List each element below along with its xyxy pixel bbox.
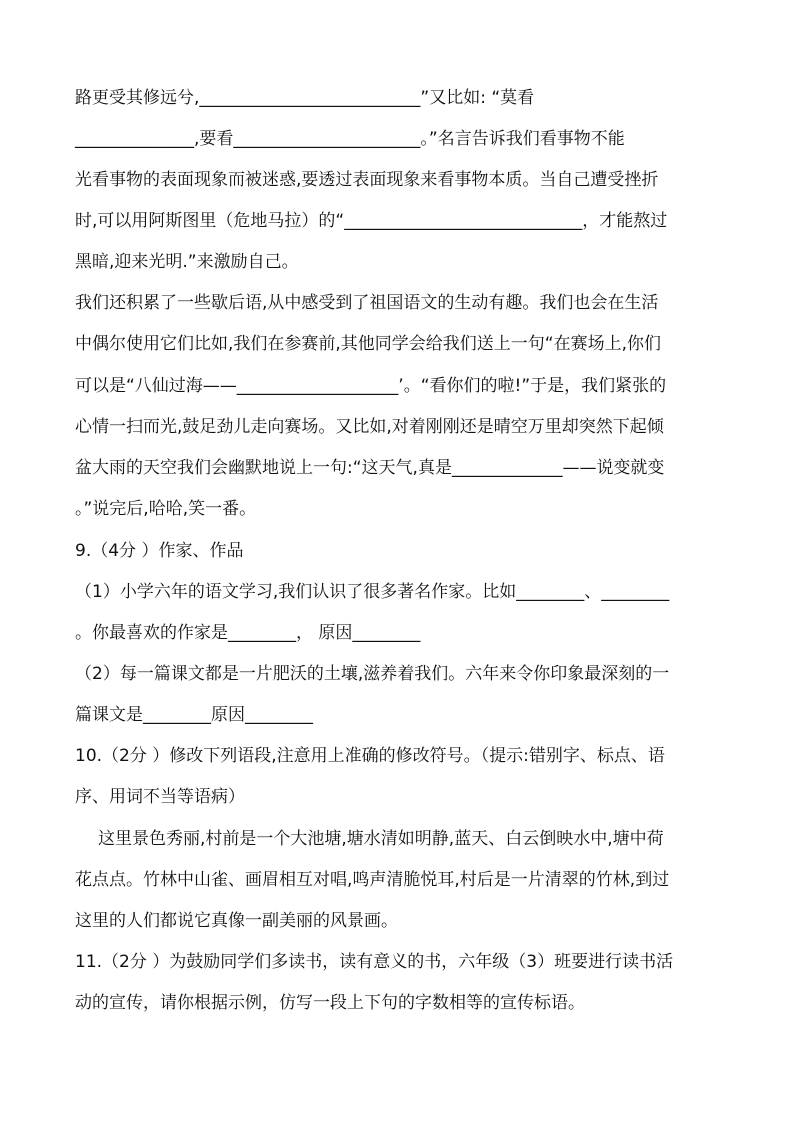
- question-heading: 11.（2分 ）为鼓励同学们多读书，读有意义的书，六年级（3）班要进行读书活: [75, 952, 674, 972]
- text-line: 中偶尔使用它们比如,我们在参赛前,其他同学会给我们送上一句“在赛场上,你们: [75, 334, 662, 354]
- text-line: ______________,要看______________________。”名言告诉我们看事物不能: [75, 129, 625, 149]
- text-line: 可以是“八仙过海——___________________’。“看你们的啦!”于是，我们紧张的: [75, 376, 667, 396]
- text-line: 这里景色秀丽,村前是一个大池塘,塘水清如明静,蓝天、白云倒映水中,塘中荷: [98, 829, 664, 849]
- question-heading: 10.（2分 ）修改下列语段,注意用上准确的修改符号。（提示:错别字、标点、语: [75, 746, 665, 766]
- text-line: 花点点。竹林中山雀、画眉相互对唱,鸣声清脆悦耳,村后是一片清翠的竹林,到过: [75, 870, 670, 890]
- text-line: 动的宣传，请你根据示例，仿写一段上下句的字数相等的宣传标语。: [75, 993, 585, 1013]
- text-line: 我们还积累了一些歇后语,从中感受到了祖国语文的生动有趣。我们也会在生活: [75, 293, 659, 313]
- text-line: 黑暗,迎来光明.”来激励自己。: [75, 252, 299, 272]
- text-line: 心情一扫而光,鼓足劲儿走向赛场。又比如,对着刚刚还是晴空万里却突然下起倾: [75, 417, 664, 437]
- text-line: 。”说完后,哈哈,笑一番。: [75, 499, 257, 519]
- text-line: （2）每一篇课文都是一片肥沃的土壤,滋养着我们。六年来令你印象最深刻的一: [75, 664, 670, 684]
- text-line: 。你最喜欢的作家是________， 原因________: [75, 623, 421, 643]
- text-line: 光看事物的表面现象而被迷惑,要透过表面现象来看事物本质。当自己遭受挫折: [75, 170, 659, 190]
- text-line: 序、用词不当等语病）: [75, 787, 245, 807]
- text-line: 盆大雨的天空我们会幽默地说上一句:“这天气,真是_____________——说变就变: [75, 458, 665, 478]
- question-heading: 9.（4分 ）作家、作品: [75, 541, 244, 561]
- text-line: 路更受其修远兮,__________________________”又比如: “莫看: [75, 88, 535, 108]
- text-line: （1）小学六年的语文学习,我们认识了很多著名作家。比如________、________: [75, 582, 670, 602]
- text-line: 这里的人们都说它真像一副美丽的风景画。: [75, 911, 398, 931]
- text-line: 篇课文是________原因________: [75, 705, 313, 725]
- text-line: 时,可以用阿斯图里（危地马拉）的“____________________________，才能熬过: [75, 211, 668, 231]
